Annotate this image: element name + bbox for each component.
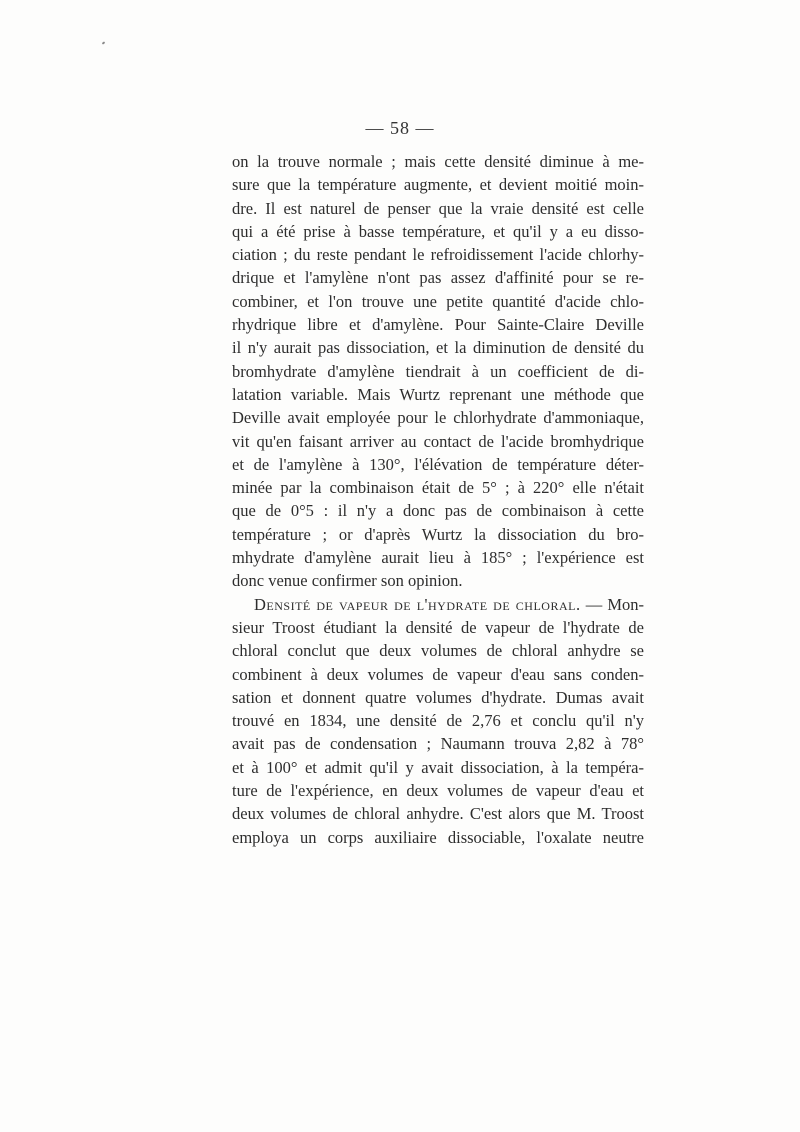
text-line: bromhydrate d'amylène tiendrait à un coefficient de di- <box>232 361 644 381</box>
text-line: chloral conclut que deux volumes de chloral anhydre se <box>232 641 644 661</box>
paper-speck <box>102 41 106 44</box>
text-line: donc venue confirmer son opinion. <box>232 571 463 591</box>
text-line: avait pas de condensation ; Naumann trouva 2,82 à 78° <box>232 734 644 754</box>
section-heading: Densité de vapeur de l'hydrate de chloral. <box>254 594 581 614</box>
body-text <box>232 150 644 849</box>
text-line: et à 100° et admit qu'il y avait dissociation, à la tempéra- <box>232 757 644 777</box>
text-line: il n'y aurait pas dissociation, et la diminution de densité du <box>232 338 644 358</box>
text-line: et de l'amylène à 130°, l'élévation de température déter- <box>232 454 644 474</box>
text-line: température ; or d'après Wurtz la dissociation du bro- <box>232 524 644 544</box>
text-line: ciation ; du reste pendant le refroidissement l'acide chlorhy- <box>232 245 644 265</box>
text-line: employa un corps auxiliaire dissociable, l'oxalate neutre <box>232 827 644 847</box>
text-line: ture de l'expérience, en deux volumes de vapeur d'eau et <box>232 781 644 801</box>
text-line: rhydrique libre et d'amylène. Pour Sainte-Claire Deville <box>232 315 644 335</box>
text-line: qui a été prise à basse température, et qu'il y a eu disso- <box>232 221 644 241</box>
text-line: que de 0°5 : il n'y a donc pas de combinaison à cette <box>232 501 644 521</box>
text-line: vit qu'en faisant arriver au contact de l'acide bromhydrique <box>232 431 644 451</box>
text-line: Deville avait employée pour le chlorhydrate d'ammoniaque, <box>232 408 644 428</box>
text-line: minée par la combinaison était de 5° ; à 220° elle n'était <box>232 478 644 498</box>
text-line: combiner, et l'on trouve une petite quantité d'acide chlo- <box>232 291 644 311</box>
paragraph-2 <box>232 593 644 849</box>
text-line: sure que la température augmente, et devient moitié moin- <box>232 175 644 195</box>
text-line <box>232 593 644 616</box>
heading-continuation: — Mon- <box>580 594 645 614</box>
page-number: — 58 — <box>365 118 435 138</box>
text-line: on la trouve normale ; mais cette densité diminue à me- <box>232 152 644 171</box>
text-line: deux volumes de chloral anhydre. C'est alors que M. Troost <box>232 804 644 824</box>
text-line: mhydrate d'amylène aurait lieu à 185° ; l'expérience est <box>232 548 644 568</box>
text-line: sieur Troost étudiant la densité de vapeur de l'hydrate de <box>232 617 644 637</box>
text-line: latation variable. Mais Wurtz reprenant une méthode que <box>232 384 644 404</box>
text-line: combinent à deux volumes de vapeur d'eau sans conden- <box>232 664 644 684</box>
text-line: trouvé en 1834, une densité de 2,76 et conclu qu'il n'y <box>232 711 644 731</box>
paragraph-1 <box>232 150 644 593</box>
text-line: dre. Il est naturel de penser que la vraie densité est celle <box>232 198 644 218</box>
text-line: sation et donnent quatre volumes d'hydrate. Dumas avait <box>232 687 644 707</box>
text-line: drique et l'amylène n'ont pas assez d'affinité pour se re- <box>232 268 644 288</box>
